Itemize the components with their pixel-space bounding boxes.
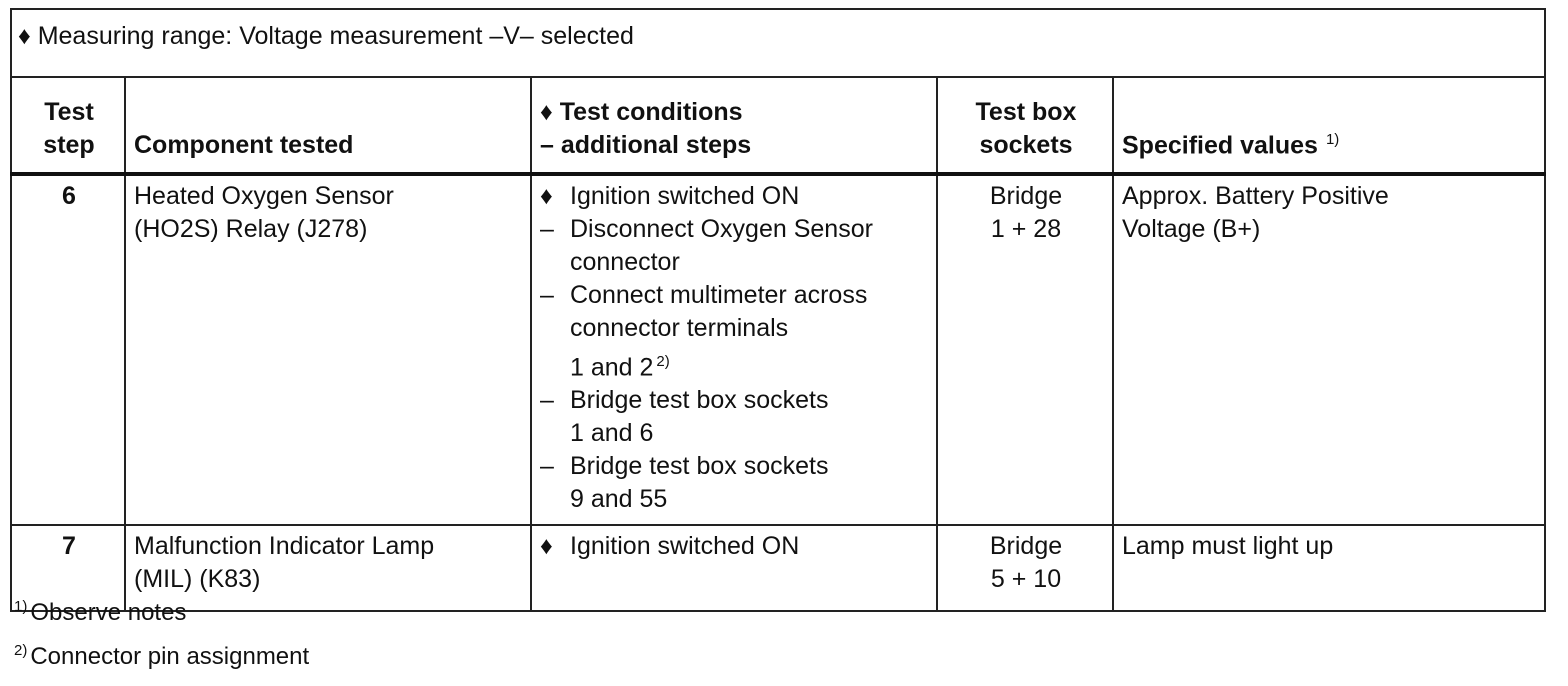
component-line: Heated Oxygen Sensor [134,182,394,210]
step-number: 6 [11,174,125,525]
footnote-mark: 1) [14,598,28,615]
footnote [14,642,309,672]
test-conditions [531,525,937,611]
component-tested [125,174,531,525]
header-sockets-line1: Test box [975,98,1077,126]
test-conditions [531,174,937,525]
diamond-bullet-icon: ♦ [540,532,553,561]
specified-line: Voltage (B+) [1122,215,1261,243]
dash-bullet-icon: – [540,215,554,243]
component-line: (MIL) (K83) [134,565,261,594]
header-conditions [531,77,937,174]
diamond-bullet-icon: ♦ [540,182,553,210]
condition-line: 1 and 6 [570,419,654,448]
condition-line: Ignition switched ON [570,182,800,210]
component-line: (HO2S) Relay (J278) [134,215,368,243]
footnotes [14,598,309,686]
condition-line: connector terminals [570,314,789,342]
footnote-mark: 2) [14,642,28,659]
header-specified-note: 1) [1325,130,1340,148]
sockets-line: 1 + 28 [990,215,1062,243]
test-table [10,8,1546,612]
footnote-ref: 2) [656,353,670,370]
header-test-step-line2: step [43,131,95,159]
dash-bullet-icon: – [540,386,554,415]
header-test-step-line1: Test [44,98,94,126]
footnote-text: Observe notes [30,599,187,626]
dash-bullet-icon: – [540,281,554,309]
condition-line: 1 and 2 [570,353,654,382]
condition-line: Disconnect Oxygen Sensor [570,215,873,243]
header-specified-label: Specified values [1122,131,1318,159]
test-box-sockets [937,525,1113,611]
test-box-sockets [937,174,1113,525]
condition-line-with-note [570,345,867,384]
header-specified [1113,77,1545,174]
header-row [11,77,1545,174]
header-component: Component tested [125,77,531,174]
footnote [14,598,309,628]
condition-item [540,384,930,450]
specified-line: Lamp must light up [1122,532,1334,561]
specified-line: Approx. Battery Positive [1122,182,1389,210]
sockets-line: Bridge [989,532,1063,561]
sockets-line: Bridge [989,182,1063,210]
footnote-text: Connector pin assignment [30,643,310,670]
condition-line: Bridge test box sockets [570,386,829,415]
condition-item [540,450,930,516]
condition-item [540,530,930,563]
test-table-document [10,8,1546,612]
condition-line: Connect multimeter across [570,281,868,309]
condition-item [540,180,930,213]
measuring-range-row [11,9,1545,77]
dash-bullet-icon: – [540,452,554,481]
header-conditions-line1: ♦ Test conditions [540,98,743,126]
condition-line: connector [570,248,680,276]
header-sockets [937,77,1113,174]
table-row [11,174,1545,525]
specified-values [1113,174,1545,525]
header-conditions-line2: – additional steps [540,131,752,159]
header-test-step [11,77,125,174]
component-line: Malfunction Indicator Lamp [134,532,435,561]
measuring-range: ♦ Measuring range: Voltage measurement –V– selected [11,9,1545,77]
condition-line: 9 and 55 [570,485,668,514]
condition-line: Ignition switched ON [570,532,800,561]
specified-values [1113,525,1545,611]
condition-item [540,279,930,384]
header-sockets-line2: sockets [979,131,1073,159]
step-number: 7 [11,525,125,611]
condition-item [540,213,930,279]
condition-line: Bridge test box sockets [570,452,829,481]
sockets-line: 5 + 10 [990,565,1062,594]
